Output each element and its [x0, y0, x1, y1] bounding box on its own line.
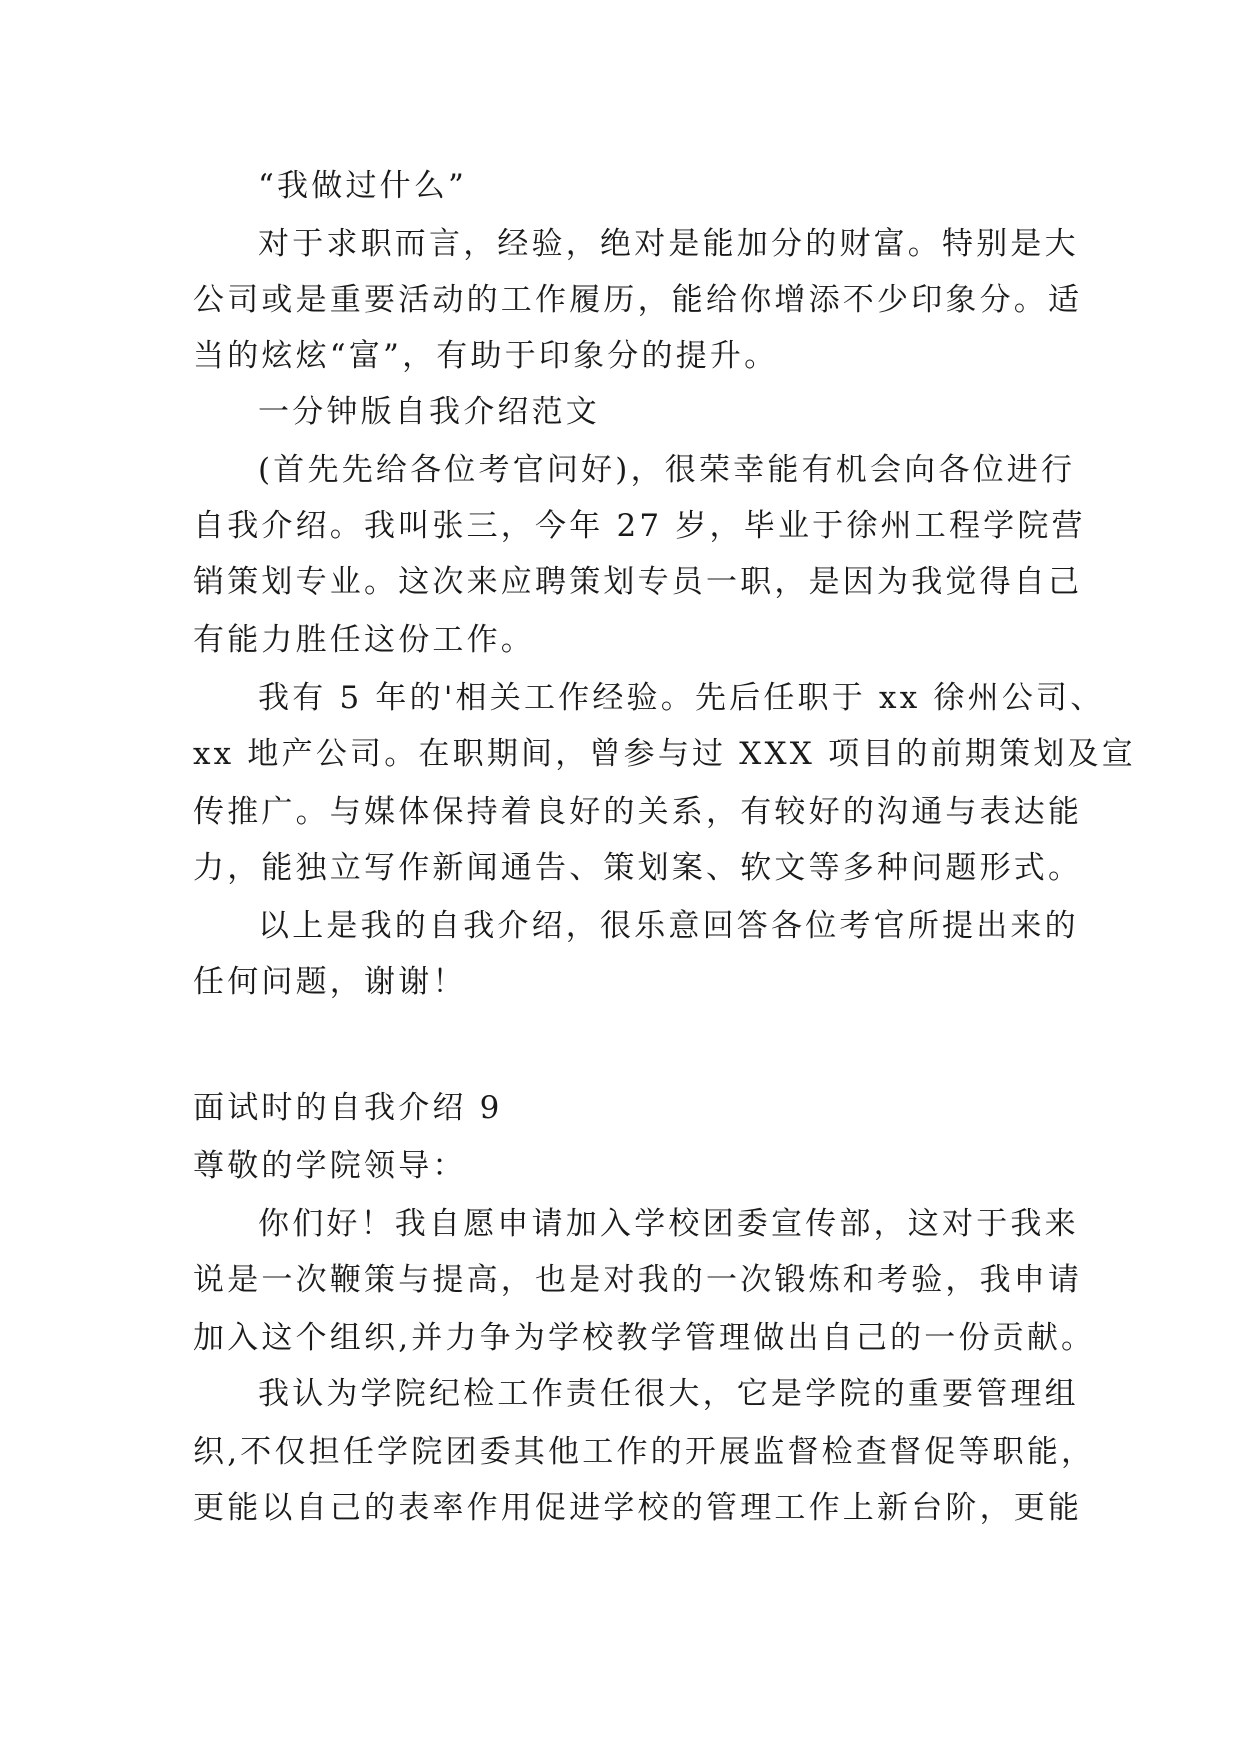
paragraph-line: 当的炫炫“富”，有助于印象分的提升。	[193, 338, 779, 374]
quote-heading: “我做过什么”	[258, 168, 468, 204]
paragraph-line: 你们好！我自愿申请加入学校团委宣传部，这对于我来	[258, 1206, 1079, 1242]
paragraph-line: 有能力胜任这份工作。	[193, 622, 535, 658]
section-subtitle: 一分钟版自我介绍范文	[258, 394, 600, 430]
paragraph-line: 对于求职而言，经验，绝对是能加分的财富。特别是大	[258, 226, 1079, 262]
paragraph-line: 自我介绍。我叫张三，今年 27 岁，毕业于徐州工程学院营	[193, 508, 1086, 544]
section-title: 面试时的自我介绍 9	[193, 1090, 503, 1126]
paragraph-line: 我有 5 年的'相关工作经验。先后任职于 xx 徐州公司、	[258, 680, 1105, 716]
salutation: 尊敬的学院领导：	[193, 1148, 467, 1184]
paragraph-line: 任何问题，谢谢！	[193, 964, 467, 1000]
paragraph-line: 织,不仅担任学院团委其他工作的开展监督检查督促等职能，	[193, 1434, 1096, 1470]
paragraph-line: 我认为学院纪检工作责任很大，它是学院的重要管理组	[258, 1376, 1079, 1412]
paragraph-line: 加入这个组织,并力争为学校教学管理做出自己的一份贡献。	[193, 1320, 1096, 1356]
paragraph-line: 更能以自己的表率作用促进学校的管理工作上新台阶，更能	[193, 1490, 1083, 1526]
paragraph-line: 销策划专业。这次来应聘策划专员一职，是因为我觉得自己	[193, 564, 1083, 600]
paragraph-line: 传推广。与媒体保持着良好的关系，有较好的沟通与表达能	[193, 794, 1083, 830]
paragraph-line: 公司或是重要活动的工作履历，能给你增添不少印象分。适	[193, 282, 1083, 318]
paragraph-line: 说是一次鞭策与提高，也是对我的一次锻炼和考验，我申请	[193, 1262, 1083, 1298]
paragraph-line: 力，能独立写作新闻通告、策划案、软文等多种问题形式。	[193, 850, 1083, 886]
paragraph-line: 以上是我的自我介绍，很乐意回答各位考官所提出来的	[258, 908, 1079, 944]
paragraph-line: (首先先给各位考官问好)，很荣幸能有机会向各位进行	[258, 452, 1076, 488]
paragraph-line: xx 地产公司。在职期间，曾参与过 XXX 项目的前期策划及宣	[193, 736, 1136, 772]
